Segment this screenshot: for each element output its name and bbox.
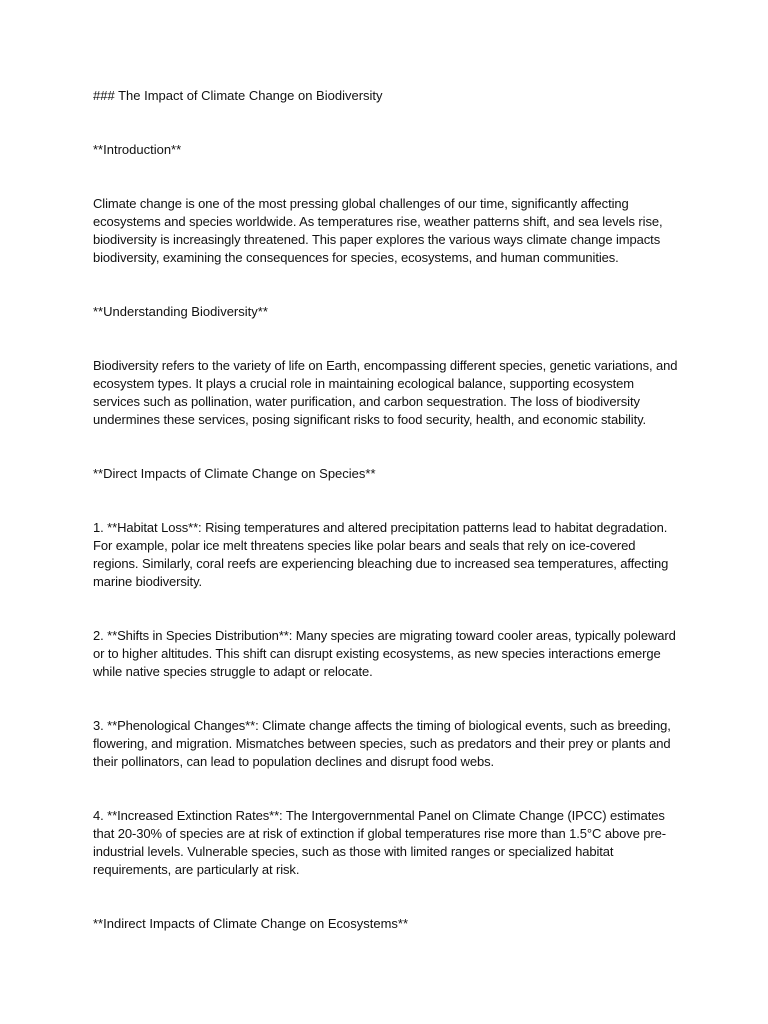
list-item-habitat-loss: 1. **Habitat Loss**: Rising temperatures and altered precipitation patterns lead to habitat degradation. For example, polar ice melt threatens species like polar bears and seals that rely on ice-covered regions. Similarly, coral reefs are experiencing bleaching due to increased sea temperatures, affecting marine biodiversity. [93, 520, 669, 589]
list-item-phenological-changes: 3. **Phenological Changes**: Climate change affects the timing of biological events, such as breeding, flowering, and migration. Mismatches between species, such as predators and their prey or plants and their pollinators, can lead to population declines and disrupt food webs. [93, 718, 671, 769]
direct-impacts-heading: **Direct Impacts of Climate Change on Species** [93, 466, 376, 481]
understanding-biodiversity-paragraph: Biodiversity refers to the variety of life on Earth, encompassing different species, genetic variations, and ecosystem types. It plays a crucial role in maintaining ecological balance, supporting ecosystem services such as pollination, water purification, and carbon sequestration. The loss of biodiversity undermines these services, posing significant risks to food security, health, and economic stability. [93, 358, 678, 427]
document-title: ### The Impact of Climate Change on Biodiversity [93, 88, 383, 103]
indirect-impacts-heading: **Indirect Impacts of Climate Change on Ecosystems** [93, 916, 409, 931]
list-item-species-distribution: 2. **Shifts in Species Distribution**: Many species are migrating toward cooler areas, typically poleward or to higher altitudes. This shift can disrupt existing ecosystems, as new species interactions emerge while native species struggle to adapt or relocate. [93, 628, 676, 679]
understanding-biodiversity-heading: **Understanding Biodiversity** [93, 304, 268, 319]
introduction-paragraph: Climate change is one of the most pressing global challenges of our time, significantly affecting ecosystems and species worldwide. As temperatures rise, weather patterns shift, and sea levels rise, biodiversity is increasingly threatened. This paper explores the various ways climate change impacts biodiversity, examining the consequences for species, ecosystems, and human communities. [93, 196, 663, 265]
list-item-extinction-rates: 4. **Increased Extinction Rates**: The Intergovernmental Panel on Climate Change (IPCC) estimates that 20-30% of species are at risk of extinction if global temperatures rise more than 1.5°C above pre-industrial levels. Vulnerable species, such as those with limited ranges or specialized habitat requirements, are particularly at risk. [93, 808, 666, 877]
introduction-heading: **Introduction** [93, 142, 182, 157]
